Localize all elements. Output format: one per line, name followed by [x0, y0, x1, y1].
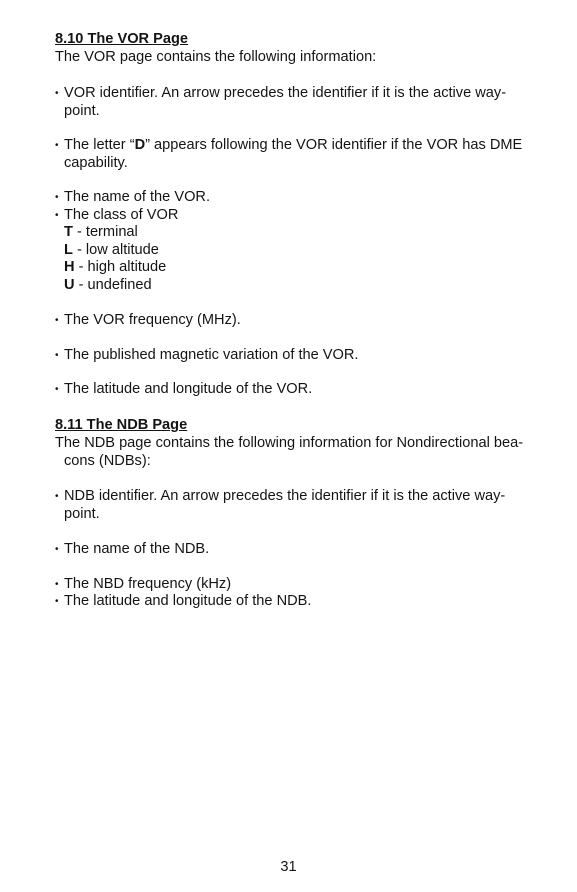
ndb-section-heading: 8.11 The NDB Page: [55, 417, 188, 433]
vor-class-high: H - high altitude: [64, 259, 167, 275]
bullet-text-cont: point.: [64, 505, 100, 522]
vor-class-undefined: U - undefined: [64, 277, 152, 293]
bullet-mark: •: [55, 579, 59, 590]
vor-bullet-variation: [55, 347, 525, 365]
bullet-text-cont: point.: [64, 102, 100, 119]
bullet-text: The class of VOR: [64, 207, 179, 223]
bullet-text: The name of the NDB.: [64, 541, 210, 557]
vor-bullet-dme: [55, 137, 525, 172]
bullet-text: VOR identifier. An arrow precedes the identifier if it is the active way-: [64, 85, 507, 101]
vor-bullet-latlon: [55, 381, 525, 399]
ndb-bullet-name: [55, 541, 525, 559]
bullet-text: The latitude and longitude of the NDB.: [64, 593, 312, 609]
vor-intro: The VOR page contains the following information:: [55, 49, 377, 65]
bullet-text: The VOR frequency (MHz).: [64, 312, 241, 328]
vor-bullet-class: [55, 207, 525, 225]
ndb-bullet-identifier: [55, 488, 525, 523]
bullet-mark: •: [55, 384, 59, 395]
ndb-bullet-latlon: [55, 593, 525, 611]
bullet-mark: •: [55, 544, 59, 555]
bullet-text: NDB identifier. An arrow precedes the identifier if it is the active way-: [64, 488, 506, 504]
bullet-mark: •: [55, 210, 59, 221]
bullet-text: The latitude and longitude of the VOR.: [64, 381, 313, 397]
vor-bullet-name: [55, 189, 525, 207]
bullet-mark: •: [55, 88, 59, 99]
bullet-text-cont: capability.: [64, 154, 128, 171]
ndb-bullet-frequency: [55, 576, 525, 594]
ndb-intro: The NDB page contains the following information for Nondirectional bea- cons (NDBs):: [55, 435, 524, 469]
bullet-text: The NBD frequency (kHz): [64, 576, 232, 592]
bullet-mark: •: [55, 596, 59, 607]
bullet-mark: •: [55, 350, 59, 361]
vor-class-low: L - low altitude: [64, 242, 159, 258]
bullet-text: The name of the VOR.: [64, 189, 211, 205]
bullet-mark: •: [55, 192, 59, 203]
vor-section-heading: 8.10 The VOR Page: [55, 31, 189, 47]
page-number: 31: [280, 859, 297, 875]
bullet-text: The letter “D” appears following the VOR identifier if the VOR has DME: [64, 137, 523, 153]
vor-class-terminal: T - terminal: [64, 224, 138, 240]
bullet-mark: •: [55, 140, 59, 151]
bullet-text: The published magnetic variation of the VOR.: [64, 347, 359, 363]
bullet-mark: •: [55, 315, 59, 326]
vor-bullet-identifier: [55, 85, 525, 120]
bullet-mark: •: [55, 491, 59, 502]
vor-bullet-frequency: [55, 312, 525, 330]
